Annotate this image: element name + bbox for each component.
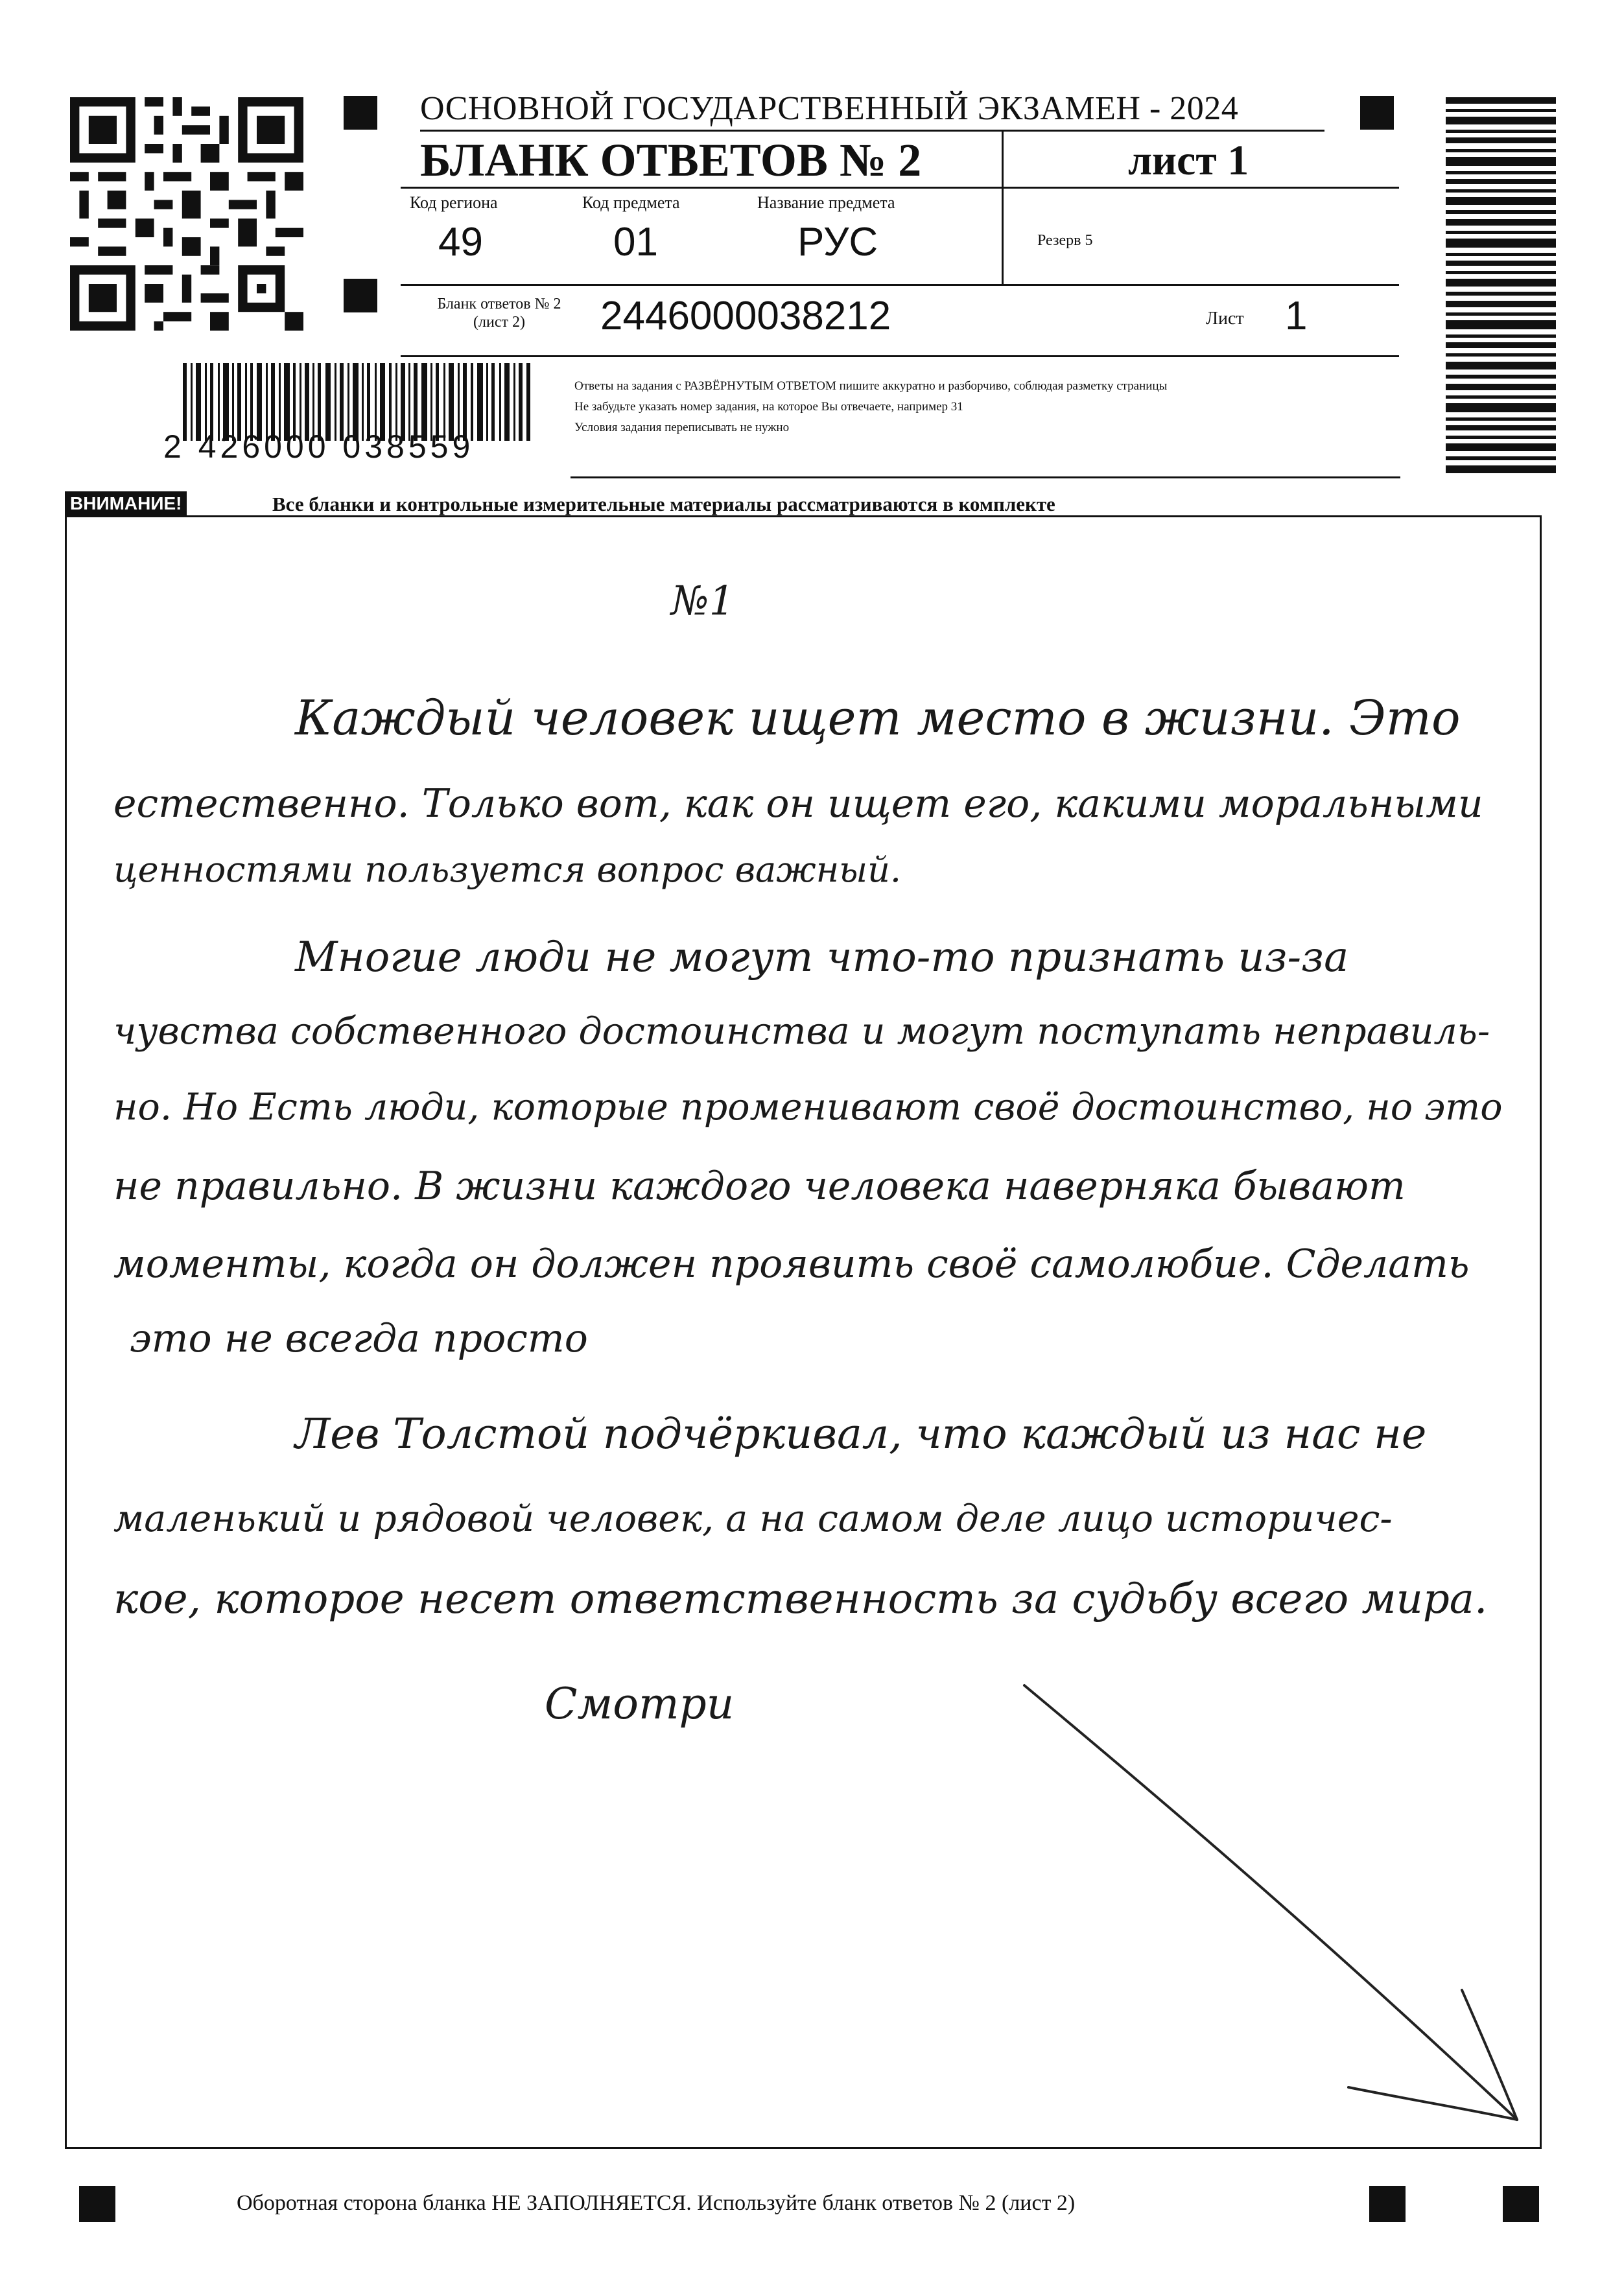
answer-line: Каждый человек ищет место в жизни. Это [295, 690, 1461, 746]
barcode-number: 2 426000 038559 [163, 428, 475, 465]
answer-line: не правильно. В жизни каждого человека наверняка бывают [113, 1164, 1406, 1209]
instructions [574, 376, 1167, 438]
registration-mark [1360, 96, 1394, 130]
divider [401, 284, 1399, 286]
task-number: №1 [671, 577, 735, 624]
subject-name-value: РУС [797, 220, 878, 264]
subject-code-value: 01 [613, 220, 658, 264]
answer-line: но. Но Есть люди, которые променивают своё достоинство, но это [113, 1086, 1503, 1129]
sheet-label: Лист [1206, 309, 1244, 329]
registration-mark [79, 2186, 115, 2222]
form-id-label-line: Бланк ответов № 2 [437, 296, 561, 312]
registration-mark [344, 96, 377, 130]
warning-badge: ВНИМАНИЕ! [65, 491, 187, 516]
form-id-value: 2446000038212 [600, 294, 891, 338]
answer-line: это не всегда просто [130, 1316, 588, 1361]
form-id-label [402, 295, 596, 331]
arrow-icon [1011, 1672, 1536, 2139]
side-barcode [1446, 97, 1556, 473]
title-underline [420, 130, 1324, 132]
answer-line: чувства собственного достоинства и могут поступать неправиль- [113, 1010, 1490, 1053]
instruction-line: Условия задания переписывать не нужно [574, 421, 790, 434]
registration-mark [344, 279, 377, 312]
subject-name-label: Название предмета [757, 193, 895, 212]
answer-line: маленький и рядовой человек, а на самом деле лицо историчес- [113, 1497, 1393, 1540]
answer-line: моменты, когда он должен проявить своё самолюбие. Сделать [113, 1241, 1470, 1287]
instruction-line: Ответы на задания с РАЗВЁРНУТЫМ ОТВЕТОМ пишите аккуратно и разборчиво, соблюдая разметку страницы [574, 379, 1168, 393]
region-label: Код региона [410, 193, 498, 212]
sheet-title: лист 1 [1128, 137, 1249, 184]
form-title: БЛАНК ОТВЕТОВ № 2 [420, 134, 922, 186]
registration-mark [1369, 2186, 1406, 2222]
answer-line: Многие люди не могут что-то признать из-за [295, 933, 1349, 981]
region-value: 49 [438, 220, 483, 264]
divider [571, 476, 1400, 478]
answer-line: естественно. Только вот, как он ищет его, какими моральными [113, 781, 1483, 826]
instruction-line: Не забудьте указать номер задания, на которое Вы отвечаете, например 31 [574, 400, 963, 414]
qr-code [70, 97, 303, 331]
sheet-value: 1 [1285, 294, 1308, 338]
divider [401, 187, 1399, 189]
answer-line: Лев Толстой подчёркивал, что каждый из нас не [295, 1410, 1427, 1459]
footer-text: Оборотная сторона бланка НЕ ЗАПОЛНЯЕТСЯ. Используйте бланк ответов № 2 (лист 2) [237, 2191, 1076, 2215]
answer-line: кое, которое несет ответственность за судьбу всего мира. [113, 1575, 1488, 1623]
warning-text: Все бланки и контрольные измерительные материалы рассматриваются в комплекте [272, 493, 1055, 515]
divider [401, 355, 1399, 357]
answer-line: Смотри [545, 1679, 735, 1729]
answer-line: ценностями пользуется вопрос важный. [113, 849, 902, 890]
exam-title: ОСНОВНОЙ ГОСУДАРСТВЕННЫЙ ЭКЗАМЕН - 2024 [420, 90, 1239, 127]
divider [1002, 130, 1004, 285]
registration-mark [1503, 2186, 1539, 2222]
reserve-label: Резерв 5 [1037, 232, 1093, 249]
form-id-label-line: (лист 2) [473, 314, 525, 331]
subject-code-label: Код предмета [582, 193, 680, 212]
